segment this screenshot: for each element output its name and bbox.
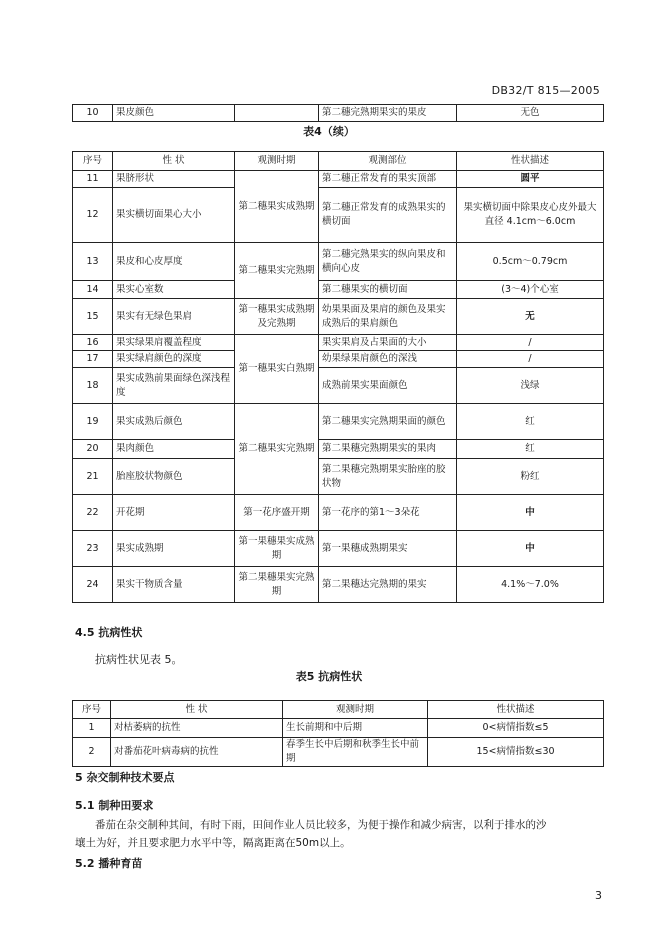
row-number: 23	[73, 531, 113, 567]
part-cell: 第一果穗成熟期果实	[319, 531, 457, 567]
desc-cell: 红	[457, 404, 604, 440]
section-4-5-intro: 抗病性状见表 5。	[95, 653, 183, 666]
table5	[72, 700, 604, 767]
desc-cell: 无	[457, 299, 604, 335]
part-cell: 幼果果面及果肩的颜色及果实成熟后的果肩颜色	[319, 299, 457, 335]
trait-cell: 胎座胶状物颜色	[113, 459, 235, 495]
part-cell: 果实果肩及占果面的大小	[319, 335, 457, 351]
table-row	[73, 440, 604, 459]
trait-cell: 果脐形状	[113, 171, 235, 188]
table4-cont-caption: 表4（续）	[303, 125, 355, 138]
standard-number: DB32/T 815—2005	[491, 84, 600, 97]
row-number: 11	[73, 171, 113, 188]
column-header: 观测时期	[235, 152, 319, 171]
trait-cell: 果实绿果肩覆盖程度	[113, 335, 235, 351]
table4-top-row-table	[72, 104, 604, 122]
column-header: 观测时期	[283, 701, 428, 719]
row-number: 24	[73, 567, 113, 603]
part-cell: 第二穗果实完熟期果面的颜色	[319, 404, 457, 440]
trait-cell: 果实成熟前果面绿色深浅程度	[113, 368, 235, 404]
trait-cell: 果实绿肩颜色的深度	[113, 351, 235, 368]
column-header: 性 状	[111, 701, 283, 719]
row-number: 22	[73, 495, 113, 531]
desc-cell: 15<病情指数≤30	[428, 738, 604, 767]
row-number: 16	[73, 335, 113, 351]
period-cell: 第一穗果实成熟期及完熟期	[235, 299, 319, 335]
section-5-1-body-line2: 壤土为好，并且要求肥力水平中等，隔离距离在50m以上。	[75, 837, 351, 849]
desc-cell: 4.1%～7.0%	[457, 567, 604, 603]
part-cell: 第二果穗完熟期果实胎座的胶状物	[319, 459, 457, 495]
table-row	[73, 368, 604, 404]
table-cell: 10	[73, 105, 113, 122]
row-number: 13	[73, 243, 113, 281]
period-cell: 第二果穗果实完熟期	[235, 567, 319, 603]
part-cell: 第二穗正常发育的成熟果实的横切面	[319, 188, 457, 243]
column-header: 观测部位	[319, 152, 457, 171]
table4-cont	[72, 151, 604, 603]
trait-cell: 开花期	[113, 495, 235, 531]
section-5-1-heading: 5.1 制种田要求	[75, 799, 154, 812]
table-row	[73, 719, 604, 738]
table-row	[73, 495, 604, 531]
table-row	[73, 738, 604, 767]
table-row	[73, 171, 604, 188]
desc-cell: 圆平	[457, 171, 604, 188]
period-cell: 第二穗果实完熟期	[235, 243, 319, 299]
table-header-row	[73, 152, 604, 171]
trait-cell: 果实横切面果心大小	[113, 188, 235, 243]
section-5-1-body-line1: 番茄在杂交制种其间，有时下雨，田间作业人员比较多，为便于操作和减少病害，以利于排水的沙	[95, 819, 547, 831]
row-number: 19	[73, 404, 113, 440]
desc-cell: /	[457, 351, 604, 368]
desc-cell: 浅绿	[457, 368, 604, 404]
part-cell: 幼果绿果肩颜色的深浅	[319, 351, 457, 368]
period-cell: 春季生长中后期和秋季生长中前期	[283, 738, 428, 767]
row-number: 12	[73, 188, 113, 243]
column-header: 序号	[73, 701, 111, 719]
period-cell: 第一花序盛开期	[235, 495, 319, 531]
trait-cell: 果肉颜色	[113, 440, 235, 459]
row-number: 17	[73, 351, 113, 368]
desc-cell: 0.5cm～0.79cm	[457, 243, 604, 281]
desc-cell: 果实横切面中除果皮心皮外最大直径 4.1cm～6.0cm	[457, 188, 604, 243]
table-row	[73, 243, 604, 281]
row-number: 14	[73, 281, 113, 299]
column-header: 性状描述	[428, 701, 604, 719]
period-cell: 生长前期和中后期	[283, 719, 428, 738]
trait-cell: 对枯萎病的抗性	[111, 719, 283, 738]
desc-cell: /	[457, 335, 604, 351]
column-header: 性 状	[113, 152, 235, 171]
table-row	[73, 404, 604, 440]
trait-cell: 果实心室数	[113, 281, 235, 299]
row-number: 2	[73, 738, 111, 767]
desc-cell: 中	[457, 531, 604, 567]
trait-cell: 果皮和心皮厚度	[113, 243, 235, 281]
row-number: 18	[73, 368, 113, 404]
desc-cell: 粉红	[457, 459, 604, 495]
table-row	[73, 351, 604, 368]
page-number: 3	[595, 889, 602, 902]
desc-cell: 中	[457, 495, 604, 531]
table-row	[73, 459, 604, 495]
table5-caption: 表5 抗病性状	[295, 670, 363, 683]
period-cell: 第一果穗果实成熟期	[235, 531, 319, 567]
table-row	[73, 105, 604, 122]
row-number: 15	[73, 299, 113, 335]
row-number: 21	[73, 459, 113, 495]
table-row	[73, 281, 604, 299]
part-cell: 第二果穗完熟期果实的果肉	[319, 440, 457, 459]
trait-cell: 果实干物质含量	[113, 567, 235, 603]
part-cell: 第一花序的第1～3朵花	[319, 495, 457, 531]
table-cell: 第二穗完熟期果实的果皮	[319, 105, 457, 122]
trait-cell: 果实有无绿色果肩	[113, 299, 235, 335]
part-cell: 第二穗正常发育的果实顶部	[319, 171, 457, 188]
table-cell: 无色	[457, 105, 604, 122]
table-row	[73, 567, 604, 603]
trait-cell: 果实成熟后颜色	[113, 404, 235, 440]
period-cell: 第二穗果实完熟期	[235, 404, 319, 495]
column-header: 序号	[73, 152, 113, 171]
period-cell: 第一穗果实白熟期	[235, 335, 319, 404]
part-cell: 成熟前果实果面颜色	[319, 368, 457, 404]
period-cell: 第二穗果实成熟期	[235, 171, 319, 243]
desc-cell: 红	[457, 440, 604, 459]
section-5-2-heading: 5.2 播种育苗	[75, 857, 143, 870]
part-cell: 第二穗果实的横切面	[319, 281, 457, 299]
section-5-heading: 5 杂交制种技术要点	[75, 771, 175, 784]
trait-cell: 果实成熟期	[113, 531, 235, 567]
part-cell: 第二穗完熟果实的纵向果皮和横向心皮	[319, 243, 457, 281]
desc-cell: (3～4)个心室	[457, 281, 604, 299]
column-header: 性状描述	[457, 152, 604, 171]
table-row	[73, 299, 604, 335]
trait-cell: 对番茄花叶病毒病的抗性	[111, 738, 283, 767]
table-cell: 果皮颜色	[113, 105, 235, 122]
table-row	[73, 188, 604, 243]
table-header-row	[73, 701, 604, 719]
table-row	[73, 335, 604, 351]
row-number: 20	[73, 440, 113, 459]
part-cell: 第二果穗达完熟期的果实	[319, 567, 457, 603]
table-cell	[235, 105, 319, 122]
table-row	[73, 531, 604, 567]
desc-cell: 0<病情指数≤5	[428, 719, 604, 738]
section-4-5-heading: 4.5 抗病性状	[75, 626, 143, 639]
row-number: 1	[73, 719, 111, 738]
